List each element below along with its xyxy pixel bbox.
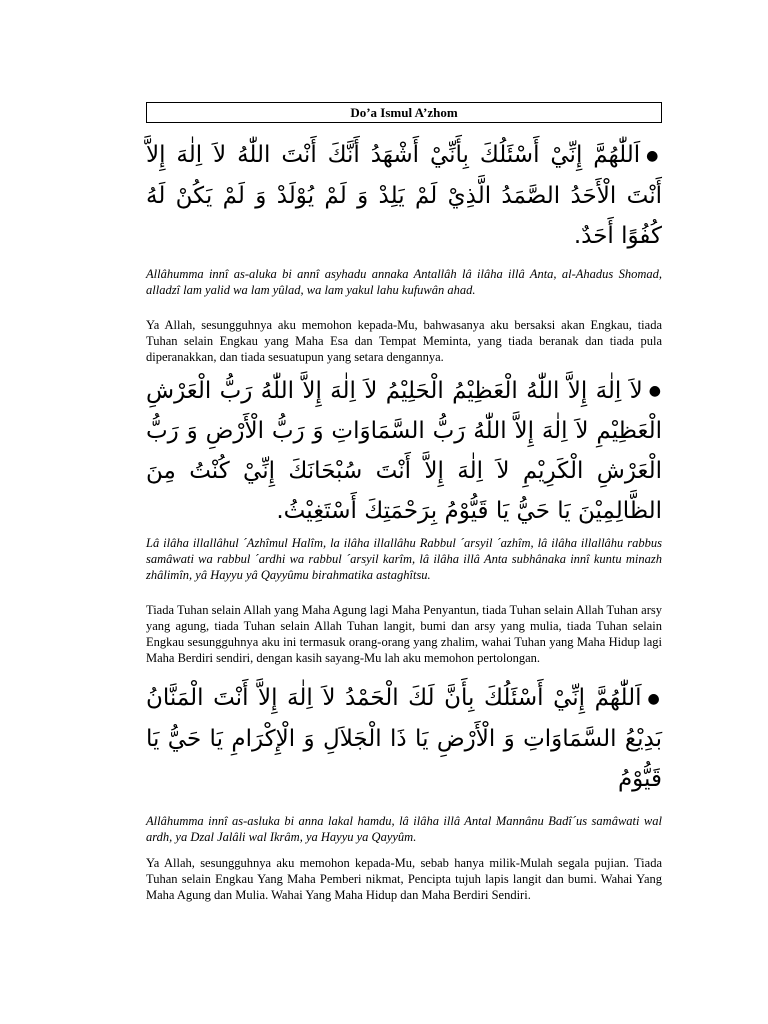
- bullet-icon: ●: [648, 383, 662, 399]
- transliteration-1: Allâhumma innî as-aluka bi annî asyhadu annaka Antallâh lâ ilâha illâ Anta, al-Ahadus Shomad, alladzî lam yalid wa lam yûlad, wa lam yakul lahu kufuwân ahad.: [146, 266, 662, 297]
- document-title: Do’a Ismul A’zhom: [146, 102, 662, 123]
- translation-3: Ya Allah, sesungguhnya aku memohon kepada-Mu, sebab hanya milik-Mulah segala pujian. Tiada Tuhan selain Engkau Yang Maha Pemberi nikmat, Pencipta tujuh lapis langit dan bumi. Wahai Yang Maha Agung dan Mulia. Wahai Yang Maha Hidup dan Maha Berdiri Sendiri.: [146, 855, 662, 902]
- arabic-text-2: لاَ اِلٰهَ إِلاَّ اللّٰهُ الْعَظِيْمُ الْحَلِيْمُ لاَ اِلٰهَ إِلاَّ اللّٰهُ رَبُّ الْعَرْشِ الْعَظِيْمِ لاَ اِلٰهَ إِلاَّ اللّٰهُ رَبُّ السَّمَاوَاتِ وَ رَبُّ الْأَرْضِ وَ رَبُّ الْعَرْشِ الْكَرِيْمِ لاَ اِلٰهَ إِلاَّ أَنْتَ سُبْحَانَكَ إِنِّيْ كُنْتُ مِنَ الظَّالِمِيْنَ يَا حَيُّ يَا قَيُّوْمُ بِرَحْمَتِكَ أَسْتَغِيْثُ.: [146, 377, 662, 524]
- document-page: [146, 102, 662, 903]
- translation-1: Ya Allah, sesungguhnya aku memohon kepada-Mu, bahwasanya aku bersaksi akan Engkau, tiada Tuhan selain Engkau yang Maha Esa dan Tempat Meminta, yang tiada beranak dan tiada pula diperanakkan, dan tiada sesuatupun yang setara dengannya.: [146, 317, 662, 364]
- bullet-icon: ●: [646, 147, 662, 164]
- translation-2: Tiada Tuhan selain Allah yang Maha Agung lagi Maha Penyantun, tiada Tuhan selain Allah Tuhan arsy yang agung, tiada Tuhan selain Allah Tuhan langit, bumi dan arsy yang mulia, tiada Tuhan selain Engkau sesungguhnya aku ini termasuk orang-orang yang zhalim, wahai Tuhan yang Maha Hidup lagi Maha Berdiri sendiri, dengan kasih sayang-Mu lah aku memohon pertolongan.: [146, 603, 662, 665]
- arabic-prayer-3: [146, 678, 662, 799]
- arabic-text-3: اَللّٰهُمَّ إِنِّيْ أَسْئَلُكَ بِأَنَّ لَكَ الْحَمْدُ لاَ اِلٰهَ إِلاَّ أَنْتَ الْمَنَّانُ بَدِيْعُ السَّمَاوَاتِ وَ الْأَرْضِ يَا ذَا الْجَلاَلِ وَ الْإِكْرَامِ يَا حَيُّ يَا قَيُّوْمُ: [146, 685, 662, 792]
- arabic-prayer-2: [146, 371, 662, 532]
- bullet-icon: ●: [647, 690, 662, 707]
- transliteration-2: Lâ ilâha illallâhul ´Azhîmul Halîm, la ilâha illallâhu Rabbul ´arsyil ´azhîm, lâ ilâha illallâhu rabbus samâwati wa rabbul ´ardhi wa rabbul ´arsyil karîm, lâ ilâha illâ Anta subhânaka innî kuntu minazh zhâlimîn, yâ Hayyu yâ Qayyûmu birahmatika astaghîtsu.: [146, 536, 662, 582]
- arabic-prayer-1: [146, 135, 662, 256]
- arabic-text-1: اَللّٰهُمَّ إِنِّيْ أَسْئَلُكَ بِأَنِّيْ أَشْهَدُ أَنَّكَ أَنْتَ اللّٰهُ لاَ اِلٰهَ إِلاَّ أَنْتَ الْأَحَدُ الصَّمَدُ الَّذِيْ لَمْ يَلِدْ وَ لَمْ يُوْلَدْ وَ لَمْ يَكُنْ لَهُ كُفُوًا أَحَدٌ.: [146, 142, 662, 249]
- transliteration-3: Allâhumma innî as-asluka bi anna lakal hamdu, lâ ilâha illâ Antal Mannânu Badî´us samâwati wal ardh, ya Dzal Jalâli wal Ikrâm, ya Hayyu ya Qayyûm.: [146, 813, 662, 844]
